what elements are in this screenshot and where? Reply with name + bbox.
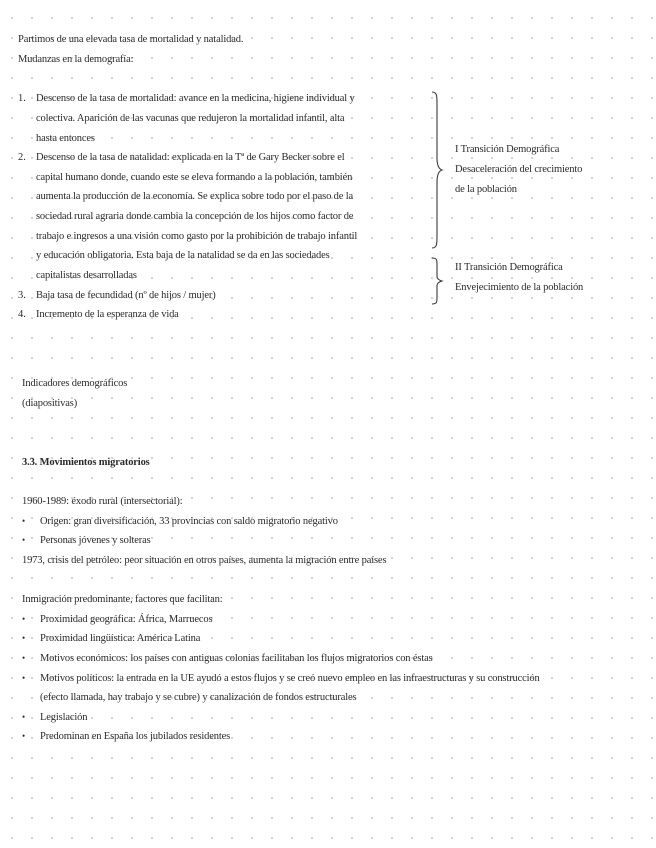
indicators-line-1: Indicadores demográficos xyxy=(22,378,128,389)
immigration-heading: Inmigración predominante, factores que facilitan: xyxy=(22,594,223,605)
brace-second-transition xyxy=(428,256,444,306)
list-item-4-line-1: Incremento de la esperanza de vida xyxy=(36,309,179,320)
list-item-2-line-3: aumenta la producción de la economía. Se explica sobre todo por el paso de la xyxy=(36,191,354,202)
bullet-icon: • xyxy=(22,535,26,545)
immigration-bullet-4-line-2: (efecto llamada, hay trabajo y se cubre) y canalización de fondos estructurales xyxy=(40,692,357,703)
list-item-2-line-6: y educación obligatoria. Esta baja de la natalidad se da en las sociedades xyxy=(36,250,330,261)
immigration-bullet-6: Predominan en España los jubilados residentes xyxy=(40,731,231,742)
side-note-second-line-2: Envejecimiento de la población xyxy=(455,282,584,293)
intro-line-2: Mudanzas en la demografía: xyxy=(18,54,134,65)
indicators-line-2: (diapositivas) xyxy=(22,398,78,409)
bullet-icon: • xyxy=(22,731,26,741)
section-title: 3.3. Movimientos migratorios xyxy=(22,457,150,468)
side-note-first-line-3: de la población xyxy=(455,184,517,195)
list-item-2-line-1: Descenso de la tasa de natalidad: explicada en la Tª de Gary Becker sobre el xyxy=(36,152,345,163)
immigration-bullet-5: Legislación xyxy=(40,712,88,723)
immigration-bullet-4-line-1: Motivos políticos: la entrada en la UE ayudó a estos flujos y se creó nuevo empleo en las infraestructuras y su construcción xyxy=(40,673,540,684)
list-item-1-line-2: colectiva. Aparición de las vacunas que redujeron la mortalidad infantil, alta xyxy=(36,113,345,124)
side-note-first-line-1: I Transición Demográfica xyxy=(455,144,560,155)
bullet-icon: • xyxy=(22,673,26,683)
immigration-bullet-1: Proximidad geográfica: África, Marruecos xyxy=(40,614,213,625)
side-note-second-line-1: II Transición Demográfica xyxy=(455,262,563,273)
list-item-3-line-1: Baja tasa de fecundidad (nº de hijos / mujer) xyxy=(36,290,216,301)
list-item-2-line-5: trabajo e ingresos a una visión como gasto por la prohibición de trabajo infantil xyxy=(36,231,358,242)
bullet-icon: • xyxy=(22,653,26,663)
list-number-3: 3. xyxy=(18,290,26,301)
bullet-icon: • xyxy=(22,516,26,526)
side-note-first-line-2: Desaceleración del crecimiento xyxy=(455,164,583,175)
list-item-1-line-3: hasta entonces xyxy=(36,133,95,144)
brace-first-transition xyxy=(428,90,444,250)
period-line: 1960-1989: éxodo rural (intersectorial): xyxy=(22,496,183,507)
intro-line-1: Partimos de una elevada tasa de mortalidad y natalidad. xyxy=(18,34,244,45)
bullet-icon: • xyxy=(22,633,26,643)
immigration-bullet-2: Proximidad lingüística: América Latina xyxy=(40,633,201,644)
list-number-1: 1. xyxy=(18,93,26,104)
list-item-2-line-4: sociedad rural agraria donde cambia la concepción de los hijos como factor de xyxy=(36,211,354,222)
bullet-icon: • xyxy=(22,614,26,624)
period-crisis-line: 1973, crisis del petróleo: peor situación en otros países, aumenta la migración entre países xyxy=(22,555,387,566)
list-number-4: 4. xyxy=(18,309,26,320)
period-bullet-2: Personas jóvenes y solteras xyxy=(40,535,151,546)
list-item-1-line-1: Descenso de la tasa de mortalidad: avance en la medicina, higiene individual y xyxy=(36,93,355,104)
list-number-2: 2. xyxy=(18,152,26,163)
list-item-2-line-7: capitalistas desarrolladas xyxy=(36,270,137,281)
period-bullet-1: Origen: gran diversificación, 33 provincias con saldo migratorio negativo xyxy=(40,516,338,527)
immigration-bullet-3: Motivos económicos: los países con antiguas colonias facilitaban los flujos migratorios con éstas xyxy=(40,653,433,664)
bullet-icon: • xyxy=(22,712,26,722)
list-item-2-line-2: capital humano donde, cuando este se eleva formando a la población, también xyxy=(36,172,353,183)
